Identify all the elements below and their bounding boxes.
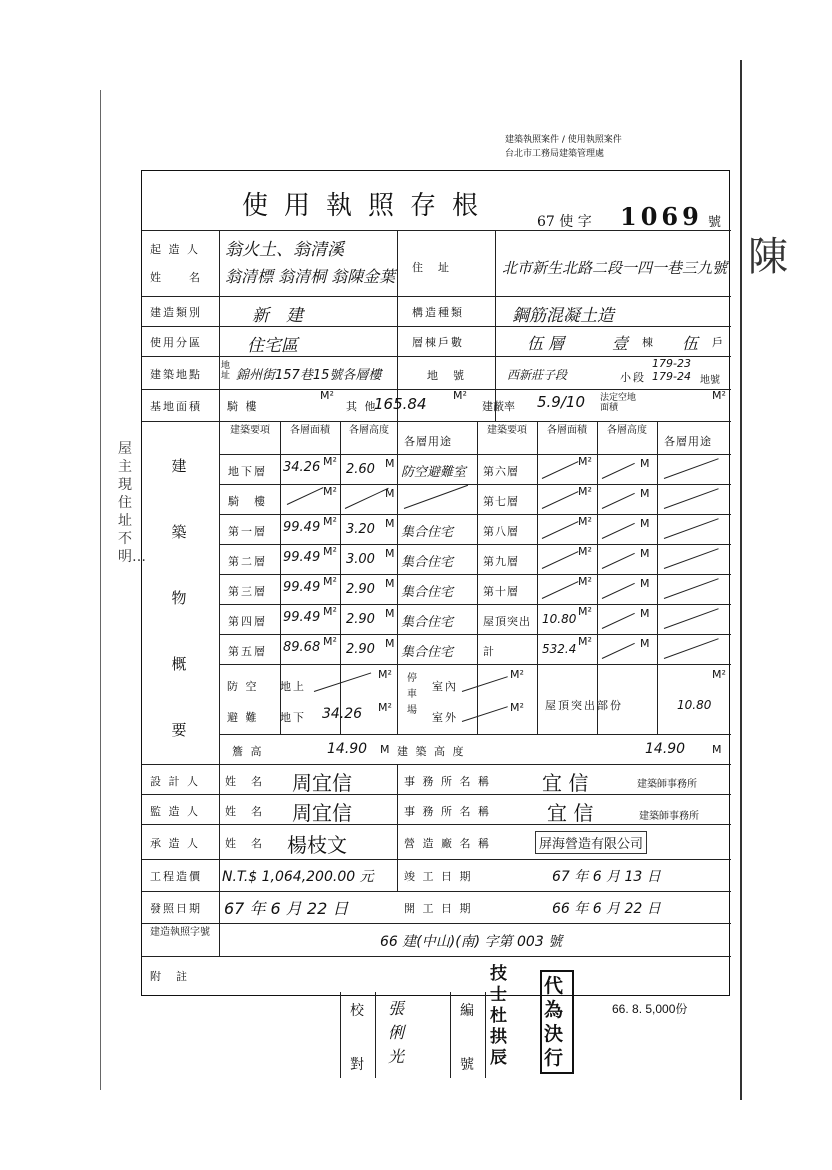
permit-value: 66 建(中山)(南) 字第 003 號 xyxy=(380,934,563,950)
col-line-11 xyxy=(657,421,658,734)
buildings-value: 壹 xyxy=(612,334,629,353)
open-space-unit: M² xyxy=(712,389,726,402)
builder-names-2: 翁清標 翁清桐 翁陳金葉 xyxy=(225,267,396,286)
col-line-10 xyxy=(597,421,598,734)
floor-use-dash xyxy=(404,485,468,509)
above-ground-label: 地上 xyxy=(280,680,306,693)
floor-item: 第一層 xyxy=(228,525,267,538)
outdoor-unit: M² xyxy=(510,701,524,714)
floor-use-right-dash xyxy=(664,548,719,569)
completion-label: 竣 工 日 期 xyxy=(404,870,473,883)
floor-area-unit: M² xyxy=(323,575,337,588)
print-note: 66. 8. 5,000份 xyxy=(612,1002,688,1016)
floor-height-unit: M xyxy=(385,487,395,500)
floor-height-right-unit: M xyxy=(640,487,650,500)
floor-height-right-unit: M xyxy=(640,607,650,620)
rule-1 xyxy=(142,230,731,231)
rule-18 xyxy=(142,824,731,825)
contractor-name-label: 姓 名 xyxy=(225,837,264,850)
above-ground-unit: M² xyxy=(378,668,392,681)
rule-12 xyxy=(219,604,731,605)
side-char-5: 要 xyxy=(171,721,187,739)
floor-area-right-unit: M² xyxy=(578,455,592,468)
indoor-dash xyxy=(462,676,508,692)
rule-7 xyxy=(219,454,731,455)
checker-name: 張俐光 xyxy=(388,999,405,1066)
floor-use-right-dash xyxy=(664,608,719,629)
indoor-unit: M² xyxy=(510,668,524,681)
outdoor-label: 室外 xyxy=(432,711,458,724)
contractor-label: 承 造 人 xyxy=(150,837,200,850)
underground-value: 34.26 xyxy=(322,706,363,722)
top-note-line-2: 台北市工務局建築管理處 xyxy=(505,149,605,159)
designer-name: 周宜信 xyxy=(292,771,352,795)
floor-area-right-dash xyxy=(542,551,579,569)
supervisor-name-label: 姓 名 xyxy=(225,805,264,818)
floor-height: 2.90 xyxy=(346,612,375,627)
floor-height-unit: M xyxy=(385,577,395,590)
floors-value: 伍 層 xyxy=(527,334,565,353)
address-label: 住 址 xyxy=(412,261,451,274)
rule-14 xyxy=(219,664,731,665)
floor-height-unit: M xyxy=(385,607,395,620)
floor-area-right-dash xyxy=(542,491,579,509)
col-line-7 xyxy=(397,421,398,734)
floor-height: 3.20 xyxy=(346,522,375,537)
floor-use: 防空避難室 xyxy=(401,465,467,480)
rule-19 xyxy=(142,859,731,860)
left-edge-line xyxy=(100,90,101,1090)
building-height-value: 14.90 xyxy=(645,741,686,757)
technician-stamp: 技士杜拱辰 xyxy=(490,964,507,1068)
contractor-factory-label: 營 造 廠 名 稱 xyxy=(404,837,491,850)
build-type-value: 新 建 xyxy=(252,306,303,326)
floor-area-right: 10.80 xyxy=(542,612,577,626)
hdr-height-r: 各層高度 xyxy=(607,425,647,436)
structure-label: 構造種類 xyxy=(412,306,464,319)
rule-22 xyxy=(142,956,731,957)
floor-item-right: 第九層 xyxy=(483,555,519,568)
lot-suffix: 地號 xyxy=(700,375,720,386)
designer-office-suffix: 建築師事務所 xyxy=(637,779,697,790)
eaves-unit: M xyxy=(380,743,390,756)
floor-height-right-unit: M xyxy=(640,517,650,530)
floor-area: 99.49 xyxy=(283,550,321,565)
floor-area-right-unit: M² xyxy=(578,515,592,528)
license-form xyxy=(141,170,730,996)
rule-2 xyxy=(142,296,731,297)
footer-line-3 xyxy=(450,992,451,1078)
rule-8 xyxy=(219,484,731,485)
lot-subsection: 小段 xyxy=(620,371,646,384)
floor-item: 第五層 xyxy=(228,645,267,658)
floor-height-unit: M xyxy=(385,637,395,650)
overview-side-label xyxy=(170,433,188,763)
lot-numbers: 179-23 179-24 xyxy=(652,357,691,383)
floor-area-right-dash xyxy=(542,581,579,599)
lot-section: 西新莊子段 xyxy=(507,368,568,382)
shelter-label-2: 避 難 xyxy=(227,711,259,724)
side-char-1: 建 xyxy=(171,457,187,475)
side-char-4: 概 xyxy=(171,655,187,673)
floor-use-right-dash xyxy=(664,458,719,479)
floor-area-right-unit: M² xyxy=(578,545,592,558)
buildings-unit: 棟 xyxy=(642,336,655,349)
start-label: 開 工 日 期 xyxy=(404,902,473,915)
arcade-unit: M² xyxy=(320,389,334,402)
open-space-label: 法定空地面積 xyxy=(600,393,637,413)
form-title: 使用執照存根 xyxy=(242,191,495,221)
floor-use: 集合住宅 xyxy=(401,555,454,570)
floor-area: 99.49 xyxy=(283,610,321,625)
floor-height-unit: M xyxy=(385,547,395,560)
above-ground-dash xyxy=(314,672,371,691)
cost-label: 工程造價 xyxy=(150,870,202,883)
floor-height-right-dash xyxy=(602,613,635,629)
floor-use-right-dash xyxy=(664,518,719,539)
floor-height-right-unit: M xyxy=(640,637,650,650)
hdr-use-l: 各層用途 xyxy=(404,435,452,448)
rule-9 xyxy=(219,514,731,515)
note-label: 附 註 xyxy=(150,970,189,983)
footer-line-1 xyxy=(340,992,341,1078)
right-edge-line xyxy=(740,60,742,1100)
hdr-height-l: 各層高度 xyxy=(349,425,389,436)
zone-value: 住宅區 xyxy=(247,336,298,356)
hdr-area-l: 各層面積 xyxy=(290,425,330,436)
building-height-unit: M xyxy=(712,743,722,756)
lot-label: 地 號 xyxy=(427,369,466,382)
rule-16 xyxy=(142,764,731,765)
floor-area: 34.26 xyxy=(283,460,321,475)
side-char-3: 物 xyxy=(171,589,187,607)
col-line-2 xyxy=(397,230,398,421)
rule-11 xyxy=(219,574,731,575)
top-note-line-1: 建築執照案件 / 使用執照案件 xyxy=(505,135,622,145)
floor-item-right: 第七層 xyxy=(483,495,519,508)
hdr-item-l: 建築要項 xyxy=(230,425,270,436)
permit-label: 建造執照字號 xyxy=(150,927,210,938)
floor-height-unit: M xyxy=(385,457,395,470)
floor-item-right: 第十層 xyxy=(483,585,519,598)
builder-label: 起 造 人 xyxy=(150,243,200,256)
floor-height-right-dash xyxy=(602,523,635,539)
floor-height-right-dash xyxy=(602,553,635,569)
floor-height: 2.90 xyxy=(346,642,375,657)
floor-use-right-dash xyxy=(664,638,719,659)
floor-area-unit: M² xyxy=(323,545,337,558)
floor-height-right-dash xyxy=(602,493,635,509)
floor-height: 2.60 xyxy=(346,462,375,477)
floors-label: 層棟戶數 xyxy=(412,336,464,349)
floor-area: 99.49 xyxy=(283,580,321,595)
floor-use: 集合住宅 xyxy=(401,525,454,540)
authority-stamp: 代為決行 xyxy=(540,970,574,1074)
floor-height-unit: M xyxy=(385,517,395,530)
other-value: 165.84 xyxy=(374,395,427,413)
floor-item: 第三層 xyxy=(228,585,267,598)
floor-item: 騎 樓 xyxy=(228,495,267,508)
rule-6 xyxy=(142,421,731,422)
floor-area-right-unit: M² xyxy=(578,635,592,648)
cost-value: N.T.$ 1,064,200.00 元 xyxy=(222,869,374,885)
floor-item: 地下層 xyxy=(228,465,267,478)
households-unit: 戶 xyxy=(712,336,725,349)
hdr-item-r: 建築要項 xyxy=(487,425,527,436)
supervisor-office: 宜 信 xyxy=(547,801,594,825)
rule-20 xyxy=(142,891,731,892)
rule-5 xyxy=(142,389,731,390)
supervisor-name: 周宜信 xyxy=(292,801,352,825)
right-margin-fragment: 陳 xyxy=(748,234,788,280)
builder-names-1: 翁火土、翁清溪 xyxy=(225,240,344,260)
col-line-4 xyxy=(397,764,398,891)
building-height-label: 建 築 高 度 xyxy=(397,745,466,758)
floor-area-unit: M² xyxy=(323,515,337,528)
site-address: 錦州街157巷15號各層樓 xyxy=(236,368,382,383)
floor-area-unit: M² xyxy=(323,485,337,498)
arcade-label: 騎 樓 xyxy=(227,400,259,413)
roof-value: 10.80 xyxy=(677,698,712,712)
build-type-label: 建造類別 xyxy=(150,306,202,319)
rule-13 xyxy=(219,634,731,635)
parking-label: 停車場 xyxy=(407,673,417,716)
floor-height-dash xyxy=(345,488,389,509)
rule-15 xyxy=(219,734,731,735)
coverage-value: 5.9/10 xyxy=(537,393,585,411)
number-label-1: 編 xyxy=(460,1003,476,1019)
floor-item-right: 屋頂突出 xyxy=(483,615,531,628)
floor-height-right-unit: M xyxy=(640,547,650,560)
issue-value: 67 年 6 月 22 日 xyxy=(224,899,349,918)
floor-item-right: 第六層 xyxy=(483,465,519,478)
footer-line-4 xyxy=(485,992,486,1078)
outdoor-dash xyxy=(462,706,508,722)
footer-check-table xyxy=(340,964,580,1078)
floor-area-right-unit: M² xyxy=(578,485,592,498)
other-label: 其 他 xyxy=(346,400,378,413)
hdr-use-r: 各層用途 xyxy=(664,435,712,448)
roof-unit: M² xyxy=(712,668,726,681)
contractor-company-stamp: 屏海營造有限公司 xyxy=(535,831,647,854)
floor-use: 集合住宅 xyxy=(401,645,454,660)
floor-area-dash xyxy=(287,487,324,505)
shelter-label-1: 防 空 xyxy=(227,680,259,693)
floor-area-right-unit: M² xyxy=(578,575,592,588)
designer-name-label: 姓 名 xyxy=(225,775,264,788)
floor-height: 2.90 xyxy=(346,582,375,597)
check-label-2: 對 xyxy=(350,1057,366,1073)
completion-value: 67 年 6 月 13 日 xyxy=(552,869,661,885)
col-line-3 xyxy=(495,230,496,421)
floor-area: 89.68 xyxy=(283,640,321,655)
coverage-label: 建蔽率 xyxy=(482,400,515,413)
households-value: 伍 xyxy=(682,334,699,353)
underground-label: 地下 xyxy=(280,711,306,724)
license-number: 1069 xyxy=(620,202,703,231)
floor-use: 集合住宅 xyxy=(401,585,454,600)
floor-area-unit: M² xyxy=(323,635,337,648)
floor-area-right-dash xyxy=(542,461,579,479)
floor-use-right-dash xyxy=(664,578,719,599)
supervisor-office-label: 事 務 所 名 稱 xyxy=(404,805,491,818)
builder-name-label: 姓 名 xyxy=(150,271,202,284)
roof-label: 屋頂突出部份 xyxy=(545,699,623,712)
designer-label: 設 計 人 xyxy=(150,775,200,788)
rule-21 xyxy=(142,923,731,924)
floor-height-right-dash xyxy=(602,583,635,599)
license-prefix: 67 使 字 xyxy=(537,214,592,230)
zone-label: 使用分區 xyxy=(150,336,202,349)
floor-item: 第四層 xyxy=(228,615,267,628)
rule-17 xyxy=(142,794,731,795)
hdr-area-r: 各層面積 xyxy=(547,425,587,436)
floor-area: 99.49 xyxy=(283,520,321,535)
start-value: 66 年 6 月 22 日 xyxy=(552,901,661,917)
designer-office: 宜 信 xyxy=(542,771,589,795)
rule-4 xyxy=(142,356,731,357)
floor-area-unit: M² xyxy=(323,455,337,468)
floor-area-right-dash xyxy=(542,521,579,539)
eaves-value: 14.90 xyxy=(327,741,368,757)
supervisor-label: 監 造 人 xyxy=(150,805,200,818)
floor-area-unit: M² xyxy=(323,605,337,618)
col-line-9 xyxy=(537,421,538,734)
floor-item-right: 計 xyxy=(483,645,495,658)
rule-10 xyxy=(219,544,731,545)
license-suffix: 號 xyxy=(708,215,722,230)
designer-office-label: 事 務 所 名 稱 xyxy=(404,775,491,788)
footer-line-2 xyxy=(375,992,376,1078)
contractor-name: 楊枝文 xyxy=(287,833,347,857)
number-label-2: 號 xyxy=(460,1057,476,1073)
floor-item: 第二層 xyxy=(228,555,267,568)
floor-height-right-dash xyxy=(602,463,635,479)
floor-use-right-dash xyxy=(664,488,719,509)
supervisor-office-suffix: 建築師事務所 xyxy=(639,811,699,822)
check-label-1: 校 xyxy=(350,1003,366,1019)
site-label: 建築地點 xyxy=(150,368,202,381)
col-line-6 xyxy=(340,421,341,734)
floor-use: 集合住宅 xyxy=(401,615,454,630)
builder-address: 北市新生北路二段一四一巷三九號 xyxy=(502,259,728,277)
col-line-1 xyxy=(219,230,220,956)
floor-height-right-unit: M xyxy=(640,457,650,470)
floor-height-right-unit: M xyxy=(640,577,650,590)
issue-label: 發照日期 xyxy=(150,902,202,915)
floor-height: 3.00 xyxy=(346,552,375,567)
floor-area-right: 532.4 xyxy=(542,642,577,656)
area-label: 基地面積 xyxy=(150,400,202,413)
floor-height-right-dash xyxy=(602,643,635,659)
structure-value: 鋼筋混凝土造 xyxy=(512,306,614,326)
other-unit: M² xyxy=(453,389,467,402)
indoor-label: 室內 xyxy=(432,680,458,693)
left-margin-note: 屋主現住址不明… xyxy=(118,441,146,565)
underground-unit: M² xyxy=(378,701,392,714)
floor-area-right-unit: M² xyxy=(578,605,592,618)
eaves-label: 簷 高 xyxy=(232,745,264,758)
floor-item-right: 第八層 xyxy=(483,525,519,538)
site-address-tag: 地址 xyxy=(221,361,231,381)
rule-3 xyxy=(142,326,731,327)
side-char-2: 築 xyxy=(171,523,187,541)
